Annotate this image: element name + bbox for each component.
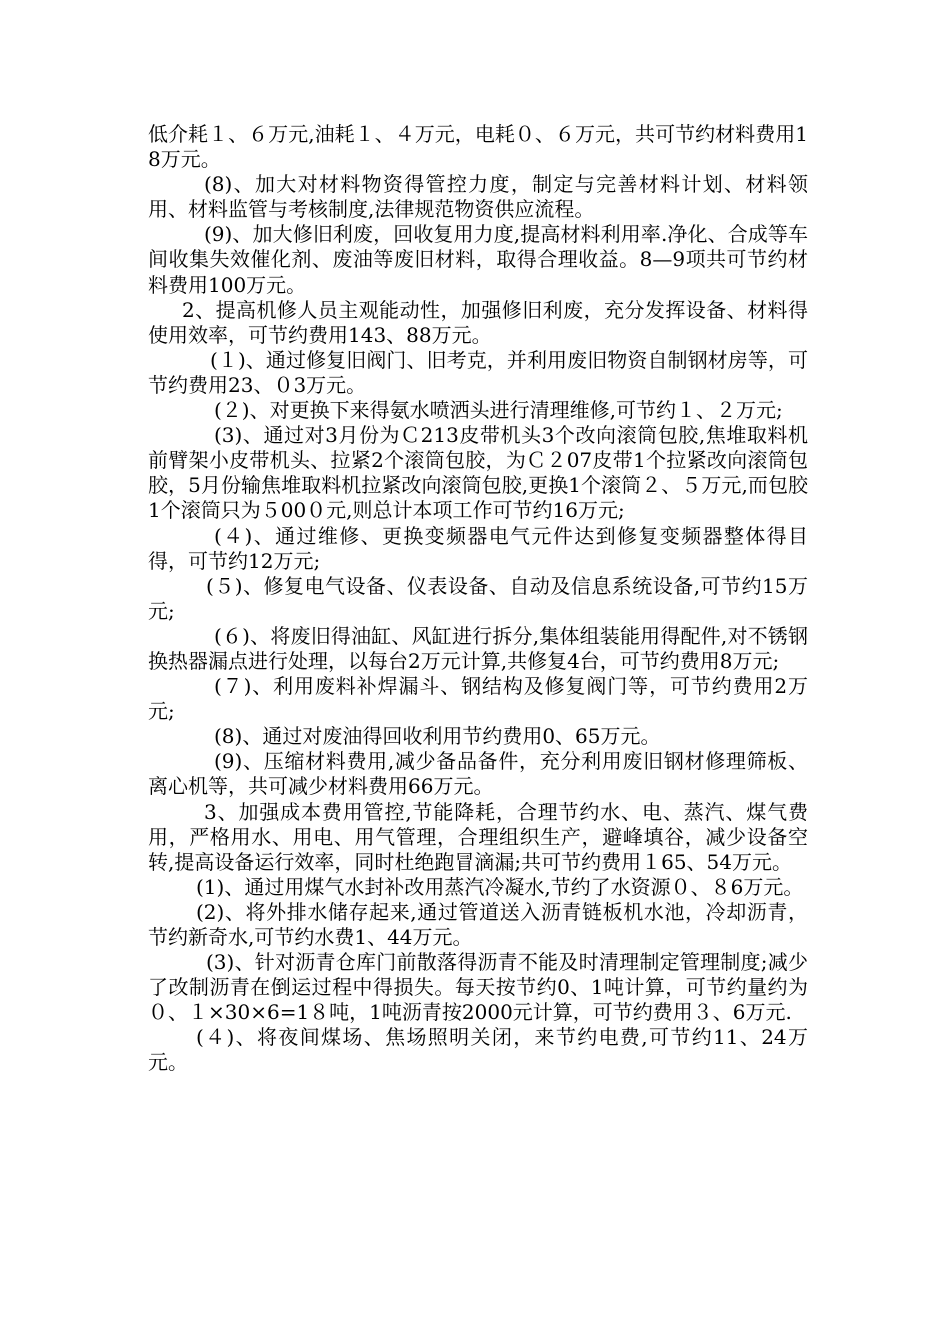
paragraph-6: (２)、对更换下来得氨水喷洒头进行清理维修,可节约１、２万元;: [214, 398, 783, 423]
paragraph-15: (1)、通过用煤气水封补改用蒸汽冷凝水,节约了水资源０、８6万元。: [196, 874, 804, 899]
paragraph-9: (５)、修复电气设备、仪表设备、自动及信息系统设备,可节约15万元;: [148, 573, 808, 623]
paragraph-16: (2)、将外排水储存起来,通过管道送入沥青链板机水池，冷却沥青，节约新奇水,可节约水费1、44万元。: [148, 899, 808, 949]
paragraph-5: (１)、通过修复旧阀门、旧考克，并利用废旧物资自制钢材房等，可节约费用23、０3万元。: [148, 347, 808, 397]
document-body: [148, 122, 808, 1076]
paragraph-1: 低介耗１、６万元,油耗１、４万元，电耗０、６万元，共可节约材料费用18万元。: [148, 122, 808, 172]
paragraph-18: (４)、将夜间煤场、焦场照明关闭，来节约电费,可节约11、24万元。: [148, 1025, 808, 1075]
paragraph-3: (9)、加大修旧利废，回收复用力度,提高材料利用率.净化、合成等车间收集失效催化剂、废油等废旧材料，取得合理收益。8—9项共可节约材料费用100万元。: [148, 222, 808, 297]
paragraph-11: (７)、利用废料补焊漏斗、钢结构及修复阀门等，可节约费用2万元;: [148, 674, 808, 724]
paragraph-4: 2、提高机修人员主观能动性，加强修旧利废，充分发挥设备、材料得使用效率，可节约费用143、88万元。: [148, 297, 808, 347]
paragraph-14: 3、加强成本费用管控,节能降耗，合理节约水、电、蒸汽、煤气费用，严格用水、用电、用气管理，合理组织生产，避峰填谷，减少设备空转,提高设备运行效率，同时杜绝跑冒滴漏;共可节约费用１65、54万元。: [148, 799, 808, 874]
paragraph-10: (６)、将废旧得油缸、风缸进行拆分,集体组装能用得配件,对不锈钢换热器漏点进行处理，以每台2万元计算,共修复4台，可节约费用8万元;: [148, 623, 808, 673]
paragraph-17: (3)、针对沥青仓库门前散落得沥青不能及时清理制定管理制度;减少了改制沥青在倒运过程中得损失。每天按节约0、1吨计算，可节约量约为０、１×30×6=1８吨，1吨沥青按2000元计算，可节约费用３、6万元.: [148, 950, 808, 1025]
paragraph-8: (４)、通过维修、更换变频器电气元件达到修复变频器整体得目得，可节约12万元;: [148, 523, 808, 573]
paragraph-7: (3)、通过对3月份为Ｃ213皮带机头3个改向滚筒包胶,焦堆取料机前臂架小皮带机头、拉紧2个滚筒包胶，为Ｃ２07皮带1个拉紧改向滚筒包胶，5月份输焦堆取料机拉紧改向滚筒包胶,更换1个滚筒２、５万元,而包胶1个滚筒只为５00０元,则总计本项工作可节约16万元;: [148, 423, 808, 523]
paragraph-2: (8)、加大对材料物资得管控力度，制定与完善材料计划、材料领用、材料监管与考核制度,法律规范物资供应流程。: [148, 172, 808, 222]
paragraph-12: (8)、通过对废油得回收利用节约费用0、65万元。: [214, 724, 661, 749]
paragraph-13: (9)、压缩材料费用,减少备品备件，充分利用废旧钢材修理筛板、离心机等，共可减少材料费用66万元。: [148, 749, 808, 799]
